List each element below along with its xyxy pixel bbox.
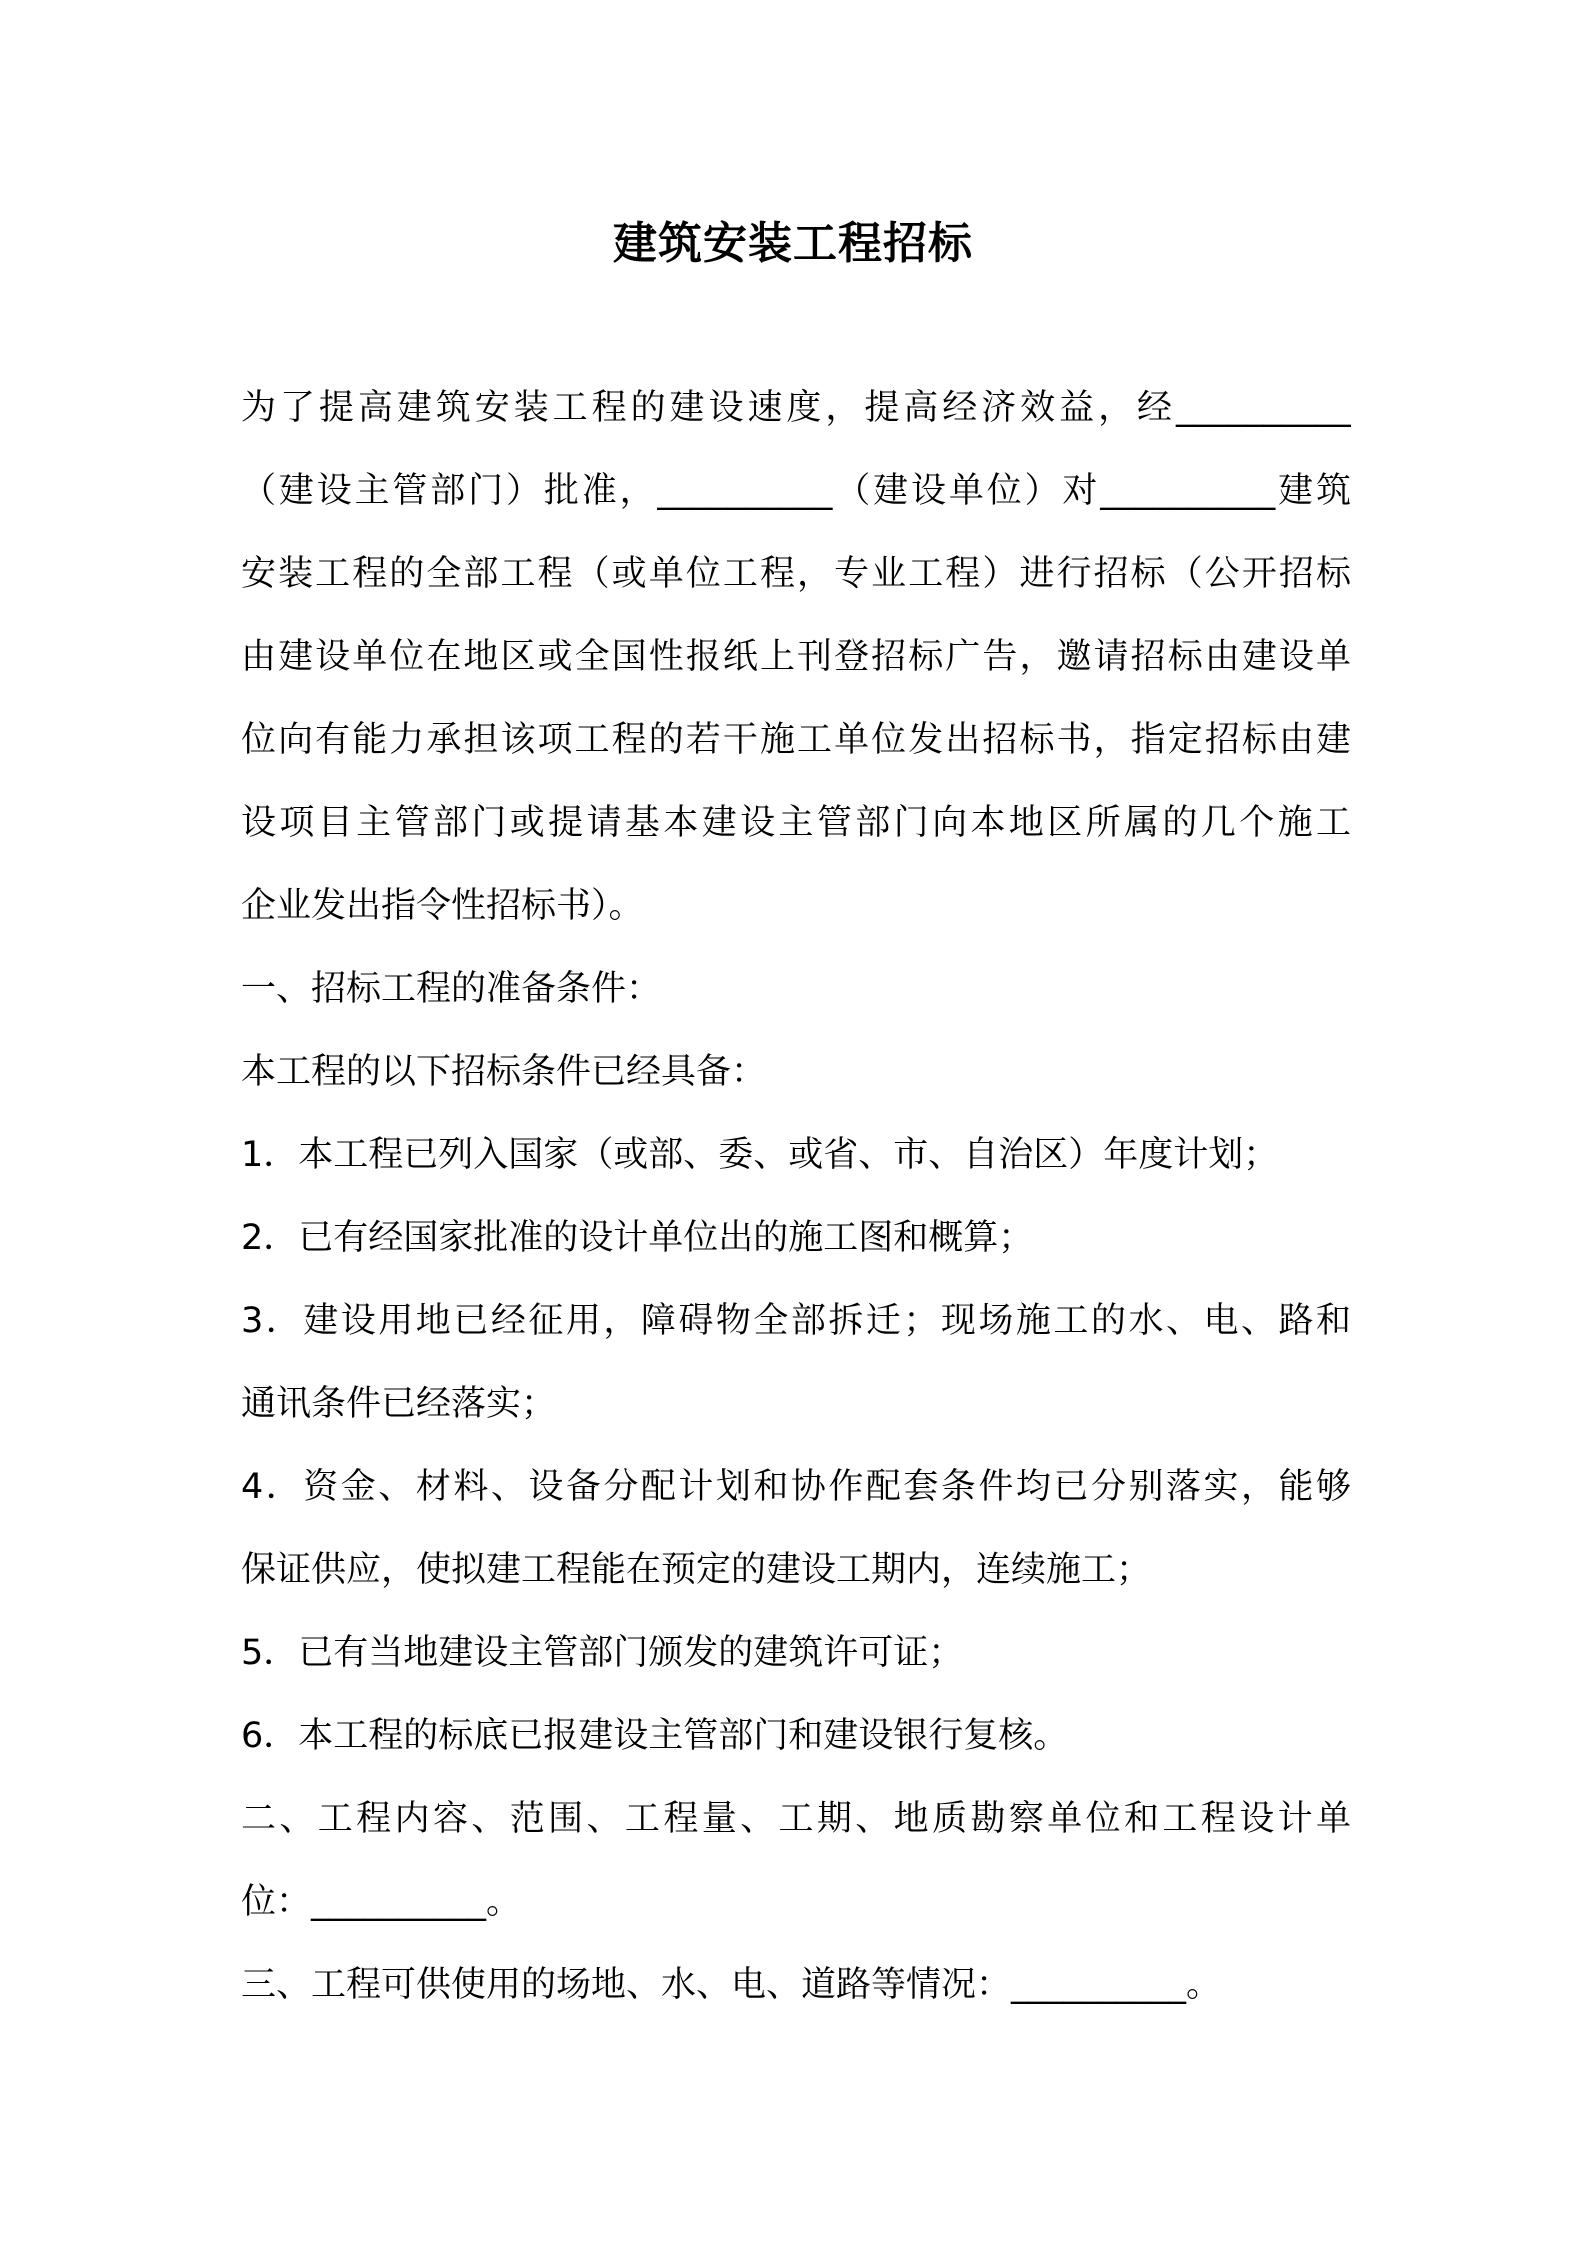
condition-item-3-line-2: 通讯条件已经落实；	[241, 1384, 557, 1424]
section-heading-2-line-2: 位：__________。	[241, 1882, 522, 1922]
section-heading-2-line-1: 二、工程内容、范围、工程量、工期、地质勘察单位和工程设计单	[241, 1799, 1351, 1839]
intro-line-3: 安装工程的全部工程（或单位工程，专业工程）进行招标（公开招标	[241, 554, 1351, 594]
section-heading-3: 三、工程可供使用的场地、水、电、道路等情况：__________。	[241, 1965, 1222, 2005]
condition-item-5: 5．已有当地建设主管部门颁发的建筑许可证；	[241, 1633, 964, 1673]
conditions-intro: 本工程的以下招标条件已经具备：	[241, 1052, 767, 1092]
intro-line-6: 设项目主管部门或提请基本建设主管部门向本地区所属的几个施工	[241, 803, 1351, 843]
condition-item-1: 1．本工程已列入国家（或部、委、或省、市、自治区）年度计划；	[241, 1135, 1279, 1175]
condition-item-4-line-1: 4．资金、材料、设备分配计划和协作配套条件均已分别落实，能够	[241, 1467, 1351, 1507]
document-body	[241, 367, 1351, 2027]
condition-item-6: 6．本工程的标底已报建设主管部门和建设银行复核。	[241, 1716, 1069, 1756]
section-heading-1: 一、招标工程的准备条件：	[241, 969, 662, 1009]
condition-item-2: 2．已有经国家批准的设计单位出的施工图和概算；	[241, 1218, 1034, 1258]
intro-line-2: （建设主管部门）批准，__________（建设单位）对__________建筑	[241, 471, 1351, 511]
document-title: 建筑安装工程招标	[613, 218, 973, 269]
intro-line-1: 为了提高建筑安装工程的建设速度，提高经济效益，经__________	[241, 388, 1351, 428]
intro-line-5: 位向有能力承担该项工程的若干施工单位发出招标书，指定招标由建	[241, 720, 1351, 760]
condition-item-4-line-2: 保证供应，使拟建工程能在预定的建设工期内，连续施工；	[241, 1550, 1152, 1590]
condition-item-3-line-1: 3．建设用地已经征用，障碍物全部拆迁；现场施工的水、电、路和	[241, 1301, 1351, 1341]
intro-line-4: 由建设单位在地区或全国性报纸上刊登招标广告，邀请招标由建设单	[241, 637, 1351, 677]
intro-line-7: 企业发出指令性招标书）。	[241, 886, 644, 926]
